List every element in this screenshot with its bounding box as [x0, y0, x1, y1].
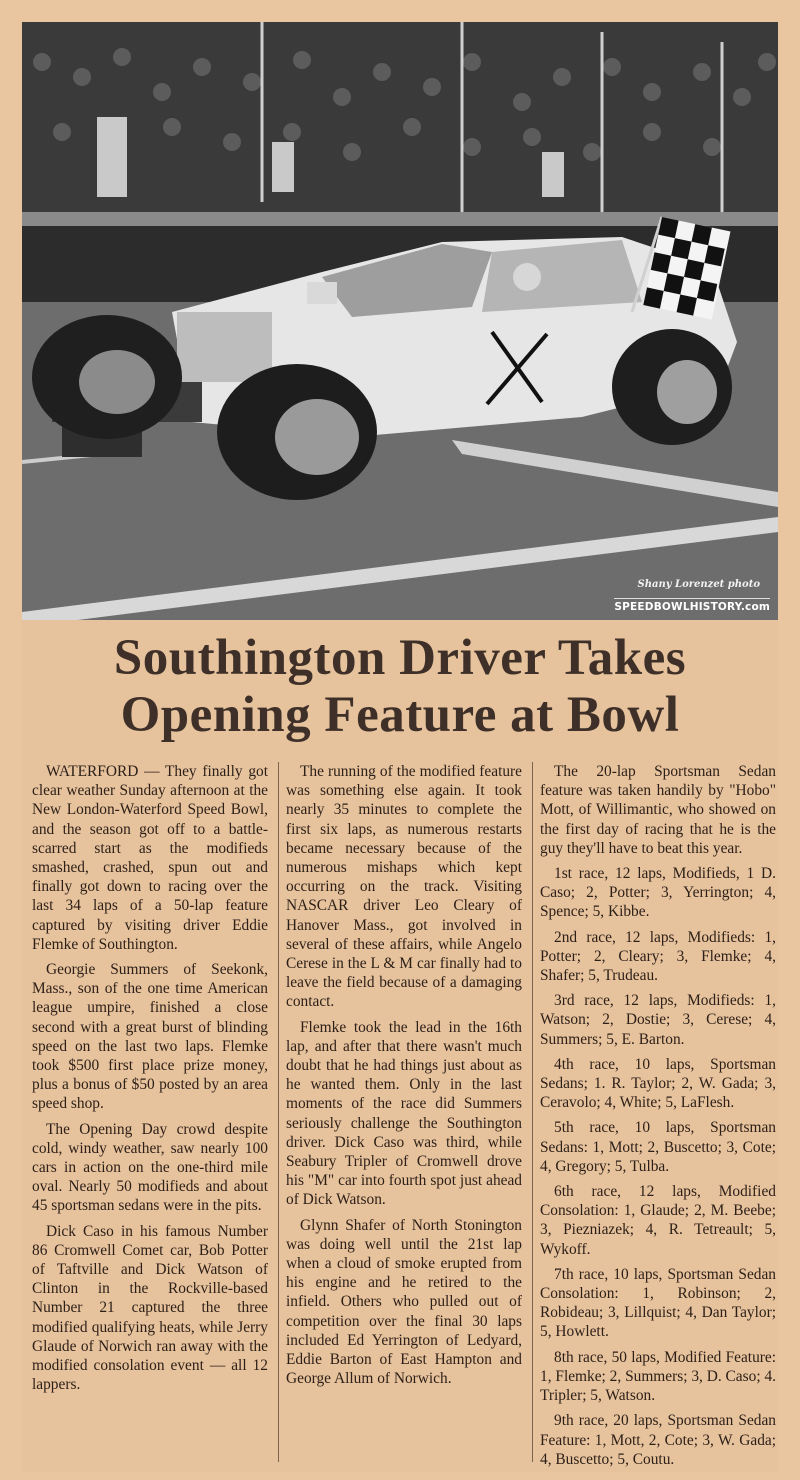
headline [22, 630, 778, 744]
article-column-3 [540, 762, 776, 1475]
site-credit: SPEEDBOWLHISTORY.com [614, 598, 770, 613]
race-result: 4th race, 10 laps, Sportsman Sedans; 1. R. Taylor; 2, W. Gada; 3, Ceravolo; 4, White; 5, LaFlesh. [540, 1055, 776, 1112]
photo-illustration [22, 22, 778, 620]
paragraph: WATERFORD — They finally got clear weather Sunday afternoon at the New London-Waterford Speed Bowl, and the season got off to a battle-scarred start as the modifieds smashed, crashed, spun out and finally got down to racing over the last 34 laps of a 50-lap feature captured by visiting driver Eddie Flemke of Southington. [32, 763, 268, 953]
race-result: 9th race, 20 laps, Sportsman Sedan Feature: 1, Mott, 2, Cote; 3, W. Gada; 4, Buscetto; 5, Coutu. [540, 1412, 776, 1468]
paragraph: The 20-lap Sportsman Sedan feature was taken handily by "Hobo" Mott, of Willimantic, who showed on the first day of racing that he is the guy they'll have to beat this year. [540, 763, 776, 857]
paragraph: Glynn Shafer of North Stonington was doing well until the 21st lap when a cloud of smoke erupted from his engine and he retired to the infield. Others who pulled out of competition over the final 30 laps included Ed Yerrington of Ledyard, Eddie Barton of East Hampton and George Allum of Norwich. [286, 1216, 522, 1388]
headline-line-1: Southington Driver Takes [113, 630, 687, 686]
race-result: 1st race, 12 laps, Modifieds, 1 D. Caso; 2, Potter; 3, Yerrington; 4, Spence; 5, Kibbe. [540, 865, 776, 921]
headline-line-2: Opening Feature at Bowl [120, 687, 680, 743]
article-column-1 [32, 762, 268, 1401]
article-column-2 [286, 762, 522, 1395]
race-result: 6th race, 12 laps, Modified Consolation: 1, Glaude; 2, M. Beebe; 3, Piezniazek; 4, R. Tetreault; 5, Wykoff. [540, 1183, 776, 1258]
race-result: 2nd race, 12 laps, Modifieds: 1, Potter; 2, Cleary; 3, Flemke; 4, Shafer; 5, Trudeau. [540, 928, 776, 985]
column-divider [532, 762, 533, 1462]
photo-credit: Shany Lorenzet photo [637, 579, 760, 590]
paragraph: The Opening Day crowd despite cold, windy weather, saw nearly 100 cars in action on the one-third mile oval. Nearly 50 modifieds and about 45 sportsman sedans were in the pits. [32, 1120, 268, 1215]
paragraph: Flemke took the lead in the 16th lap, and after that there wasn't much doubt that he had things just about as he wanted them. Only in the last moments of the race did Summers seriously challenge the Southington driver. Dick Caso was third, while Seabury Tripler of Cromwell drove his "M" car into fourth spot just ahead of Dick Watson. [286, 1018, 522, 1209]
race-result: 5th race, 10 laps, Sportsman Sedans: 1, Mott; 2, Buscetto; 3, Cote; 4, Gregory; 5, Tulba. [540, 1119, 776, 1175]
column-divider [278, 762, 279, 1462]
race-car-photo [22, 22, 778, 620]
race-result: 8th race, 50 laps, Modified Feature: 1, Flemke; 2, Summers; 3, D. Caso; 4. Tripler; 5, Watson. [540, 1348, 776, 1405]
newspaper-clipping [22, 620, 778, 1472]
paragraph: Dick Caso in his famous Number 86 Cromwell Comet car, Bob Potter of Taftville and Dick Watson of Clinton in the Rockville-based Number 21 captured the three modified qualifying heats, while Jerry Glaude of Norwich ran away with the modified consolation event — all 12 lappers. [32, 1222, 268, 1394]
paragraph: The running of the modified feature was something else again. It took nearly 35 minutes to complete the first six laps, as numerous restarts became necessary because of the numerous mishaps which kept occurring on the track. Visiting NASCAR driver Leo Cleary of Hanover Mass., got involved in several of these affairs, while Angelo Cerese in the L & M car finally had to leave the field because of a damaging contact. [286, 763, 522, 1011]
paragraph: Georgie Summers of Seekonk, Mass., son of the one time American league umpire, finished a close second with a great burst of blinding speed on the last two laps. Flemke took $500 first place prize money, plus a bonus of $50 posted by an area speed shop. [32, 961, 268, 1113]
race-result: 3rd race, 12 laps, Modifieds: 1, Watson; 2, Dostie; 3, Cerese; 4, Summers; 5, E. Barton. [540, 992, 776, 1048]
race-result: 7th race, 10 laps, Sportsman Sedan Consolation: 1, Robinson; 2, Robideau; 3, Lillquist; 4, Dan Taylor; 5, Howlett. [540, 1265, 776, 1341]
